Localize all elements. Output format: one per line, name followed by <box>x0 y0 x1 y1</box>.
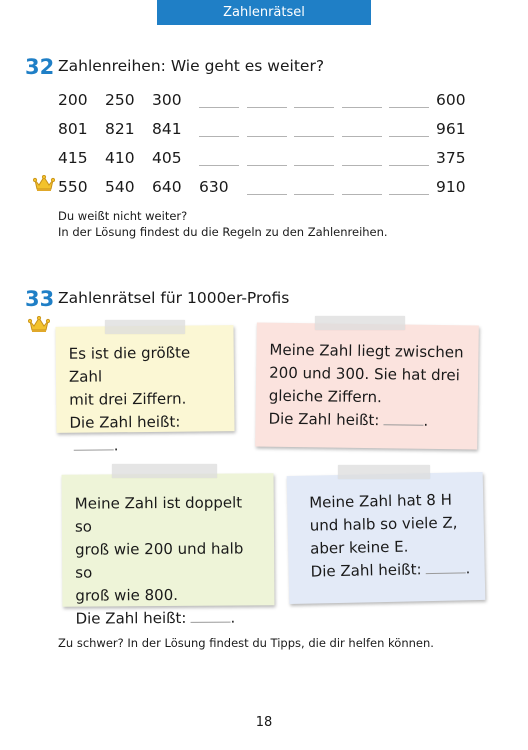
sequence-number: 375 <box>436 149 466 167</box>
answer-blank[interactable] <box>247 165 287 166</box>
hint-text-32 <box>58 208 388 240</box>
answer-blank[interactable] <box>294 136 334 137</box>
tape-strip <box>105 320 185 334</box>
answer-blank[interactable] <box>425 558 465 574</box>
sequence-number: 540 <box>105 178 135 196</box>
card-line: aber keine E. <box>310 537 409 558</box>
sequence-number: 405 <box>152 149 182 167</box>
crown-icon <box>33 175 55 192</box>
answer-blank[interactable] <box>389 165 429 166</box>
tape-strip <box>112 464 217 478</box>
answer-blank[interactable] <box>342 107 382 108</box>
answer-row <box>75 606 262 630</box>
sequence-number: 821 <box>105 120 135 138</box>
answer-blank[interactable] <box>342 194 382 195</box>
answer-blank[interactable] <box>247 107 287 108</box>
answer-row <box>310 557 472 583</box>
answer-blank[interactable] <box>294 107 334 108</box>
answer-blank[interactable] <box>74 435 114 450</box>
exercise-title-33: Zahlenrätsel für 1000er-Profis <box>58 289 290 307</box>
exercise-number-33: 33 <box>25 287 55 311</box>
puzzle-card-2 <box>255 322 479 449</box>
sequence-number: 961 <box>436 120 466 138</box>
hint-line-1: Du weißt nicht weiter? <box>58 209 188 223</box>
answer-blank[interactable] <box>199 136 239 137</box>
sequence-number: 640 <box>152 178 182 196</box>
section-header-tab <box>157 0 371 25</box>
section-title: Zahlenrätsel <box>223 5 305 20</box>
hint-text-33: Zu schwer? In der Lösung findest du Tipps, die dir helfen können. <box>58 636 434 650</box>
answer-blank[interactable] <box>342 165 382 166</box>
puzzle-card-1 <box>55 325 234 455</box>
answer-blank[interactable] <box>294 194 334 195</box>
answer-suffix: . <box>423 411 429 430</box>
card-line: Meine Zahl liegt zwischen <box>269 340 464 362</box>
answer-blank[interactable] <box>199 107 239 108</box>
sequence-row <box>58 149 478 169</box>
card-line: Meine Zahl ist doppelt so <box>74 493 243 536</box>
sequence-number: 630 <box>199 178 229 196</box>
exercise-number-32: 32 <box>25 55 55 79</box>
sequence-row <box>58 178 478 198</box>
card-line: 200 und 300. Sie hat drei <box>269 363 460 385</box>
sequence-number: 841 <box>152 120 182 138</box>
answer-blank[interactable] <box>247 194 287 195</box>
crown-icon <box>28 316 50 333</box>
card-line: groß wie 200 und halb so <box>75 539 244 582</box>
sequence-number: 250 <box>105 91 135 109</box>
sequence-number: 300 <box>152 91 182 109</box>
page-number: 18 <box>255 715 273 730</box>
sequence-number: 600 <box>436 91 466 109</box>
sequence-row <box>58 120 478 140</box>
sequence-number: 801 <box>58 120 88 138</box>
answer-suffix: . <box>230 608 236 627</box>
answer-blank[interactable] <box>247 136 287 137</box>
sequence-number: 200 <box>58 91 88 109</box>
card-line: gleiche Ziffern. <box>268 386 383 407</box>
sequence-number: 415 <box>58 149 88 167</box>
answer-blank[interactable] <box>383 410 423 426</box>
hint-line-2: In der Lösung findest du die Regeln zu den Zahlenreihen. <box>58 225 388 239</box>
answer-row <box>268 408 465 434</box>
card-line: groß wie 800. <box>75 585 179 605</box>
sequence-number: 910 <box>436 178 466 196</box>
card-line: und halb so viele Z, <box>309 513 458 535</box>
tape-strip <box>338 465 430 479</box>
answer-blank[interactable] <box>389 107 429 108</box>
answer-suffix: . <box>113 436 119 455</box>
answer-row <box>69 410 222 458</box>
card-line: mit drei Ziffern. <box>69 389 187 409</box>
answer-label: Die Zahl heißt: <box>75 608 187 628</box>
answer-label: Die Zahl heißt: <box>268 409 380 430</box>
answer-suffix: . <box>465 559 471 578</box>
exercise-title-32: Zahlenreihen: Wie geht es weiter? <box>58 57 325 75</box>
sequence-number: 410 <box>105 149 135 167</box>
sequence-row <box>58 91 478 111</box>
answer-label: Die Zahl heißt: <box>310 560 422 581</box>
answer-label: Die Zahl heißt: <box>69 412 181 432</box>
puzzle-card-3 <box>62 473 275 628</box>
sequence-number: 550 <box>58 178 88 196</box>
answer-blank[interactable] <box>342 136 382 137</box>
answer-blank[interactable] <box>294 165 334 166</box>
card-line: Es ist die größte Zahl <box>68 343 191 386</box>
answer-blank[interactable] <box>199 165 239 166</box>
answer-blank[interactable] <box>190 608 230 623</box>
card-line: Meine Zahl hat 8 H <box>309 490 453 512</box>
tape-strip <box>315 316 405 330</box>
answer-blank[interactable] <box>389 194 429 195</box>
puzzle-card-4 <box>287 472 486 604</box>
answer-blank[interactable] <box>389 136 429 137</box>
